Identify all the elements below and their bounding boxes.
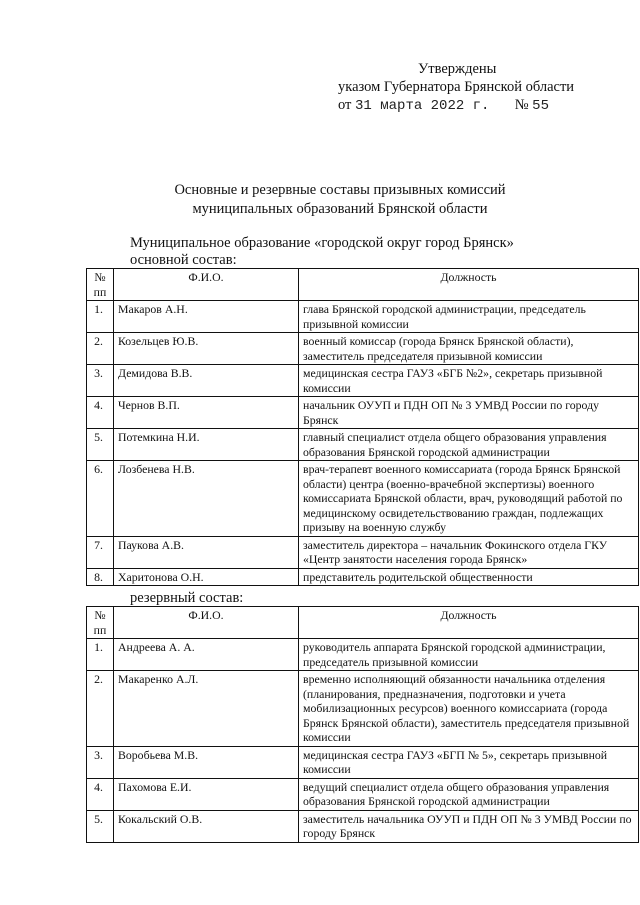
- table-row: [87, 568, 639, 586]
- approval-line-1: Утверждены: [418, 61, 497, 77]
- row-name: Демидова В.В.: [114, 365, 299, 397]
- date-value: 31 марта 2022 г.: [355, 98, 490, 114]
- row-num: 3.: [87, 746, 114, 778]
- row-name: Макаренко А.Л.: [114, 671, 299, 747]
- row-name: Макаров А.Н.: [114, 301, 299, 333]
- title-line-2: муниципальных образований Брянской области: [192, 201, 488, 217]
- table-header-row: [87, 607, 639, 639]
- table-row: [87, 461, 639, 537]
- row-num: 2.: [87, 671, 114, 747]
- row-position: медицинская сестра ГАУЗ «БГБ №2», секретарь призывной комиссии: [299, 365, 639, 397]
- row-num: 5.: [87, 429, 114, 461]
- main-composition-table: [86, 268, 639, 586]
- row-position: главный специалист отдела общего образования управления образования Брянской городской администрации: [299, 429, 639, 461]
- reserve-composition-table: [86, 606, 639, 843]
- row-num: 3.: [87, 365, 114, 397]
- row-position: начальник ОУУП и ПДН ОП № 3 УМВД России по городу Брянск: [299, 397, 639, 429]
- date-prefix: от: [338, 97, 352, 113]
- row-position: представитель родительской общественности: [299, 568, 639, 586]
- approval-line-2: указом Губернатора Брянской области: [338, 79, 575, 95]
- table-row: [87, 536, 639, 568]
- number-label: №: [514, 97, 529, 113]
- main-composition-heading: основной состав:: [130, 252, 237, 268]
- table-row: [87, 810, 639, 842]
- header-num: № пп: [87, 607, 114, 639]
- document-title: [100, 181, 580, 219]
- row-position: врач-терапевт военного комиссариата (города Брянск Брянской области) центра (военно-врачебной экспертизы) военного комиссариата Брянской области, врач, руководящий работой по медицинскому освидетельствованию граждан, подлежащих призыву на военную службу: [299, 461, 639, 537]
- table-row: [87, 639, 639, 671]
- table-row: [87, 778, 639, 810]
- table-row: [87, 365, 639, 397]
- row-name: Кокальский О.В.: [114, 810, 299, 842]
- row-name: Андреева А. А.: [114, 639, 299, 671]
- row-name: Харитонова О.Н.: [114, 568, 299, 586]
- row-position: глава Брянской городской администрации, председатель призывной комиссии: [299, 301, 639, 333]
- municipality-block: [130, 235, 514, 252]
- row-num: 8.: [87, 568, 114, 586]
- approval-date-line: [338, 96, 628, 115]
- row-name: Воробьева М.В.: [114, 746, 299, 778]
- row-num: 2.: [87, 333, 114, 365]
- reserve-composition-heading: резервный состав:: [130, 590, 244, 606]
- table-row: [87, 429, 639, 461]
- header-position: Должность: [299, 607, 639, 639]
- table-header-row: [87, 269, 639, 301]
- title-line-1: Основные и резервные составы призывных комиссий: [174, 182, 506, 198]
- header-num: № пп: [87, 269, 114, 301]
- header-name: Ф.И.О.: [114, 607, 299, 639]
- row-num: 5.: [87, 810, 114, 842]
- approval-stamp: [338, 60, 628, 115]
- header-name: Ф.И.О.: [114, 269, 299, 301]
- row-position: временно исполняющий обязанности начальника отделения (планирования, предназначения, подготовки и учета мобилизационных ресурсов) военного комиссариата (города Брянск Брянской области), заместитель председателя призывной комиссии: [299, 671, 639, 747]
- row-name: Лозбенева Н.В.: [114, 461, 299, 537]
- row-num: 1.: [87, 301, 114, 333]
- table-row: [87, 671, 639, 747]
- row-num: 4.: [87, 397, 114, 429]
- row-name: Паукова А.В.: [114, 536, 299, 568]
- header-position: Должность: [299, 269, 639, 301]
- row-num: 6.: [87, 461, 114, 537]
- row-position: ведущий специалист отдела общего образования управления образования Брянской городской администрации: [299, 778, 639, 810]
- row-name: Пахомова Е.И.: [114, 778, 299, 810]
- row-num: 1.: [87, 639, 114, 671]
- row-position: заместитель начальника ОУУП и ПДН ОП № 3 УМВД России по городу Брянск: [299, 810, 639, 842]
- row-position: медицинская сестра ГАУЗ «БГП № 5», секретарь призывной комиссии: [299, 746, 639, 778]
- row-num: 4.: [87, 778, 114, 810]
- row-name: Чернов В.П.: [114, 397, 299, 429]
- row-name: Потемкина Н.И.: [114, 429, 299, 461]
- row-name: Козельцев Ю.В.: [114, 333, 299, 365]
- number-value: 55: [532, 98, 549, 114]
- table-row: [87, 333, 639, 365]
- row-position: военный комиссар (города Брянск Брянской области), заместитель председателя призывной комиссии: [299, 333, 639, 365]
- table-row: [87, 301, 639, 333]
- row-position: заместитель директора – начальник Фокинского отдела ГКУ «Центр занятости населения города Брянск»: [299, 536, 639, 568]
- table-row: [87, 397, 639, 429]
- table-row: [87, 746, 639, 778]
- row-position: руководитель аппарата Брянской городской администрации, председатель призывной комиссии: [299, 639, 639, 671]
- municipality-name: Муниципальное образование «городской округ город Брянск»: [130, 235, 514, 251]
- row-num: 7.: [87, 536, 114, 568]
